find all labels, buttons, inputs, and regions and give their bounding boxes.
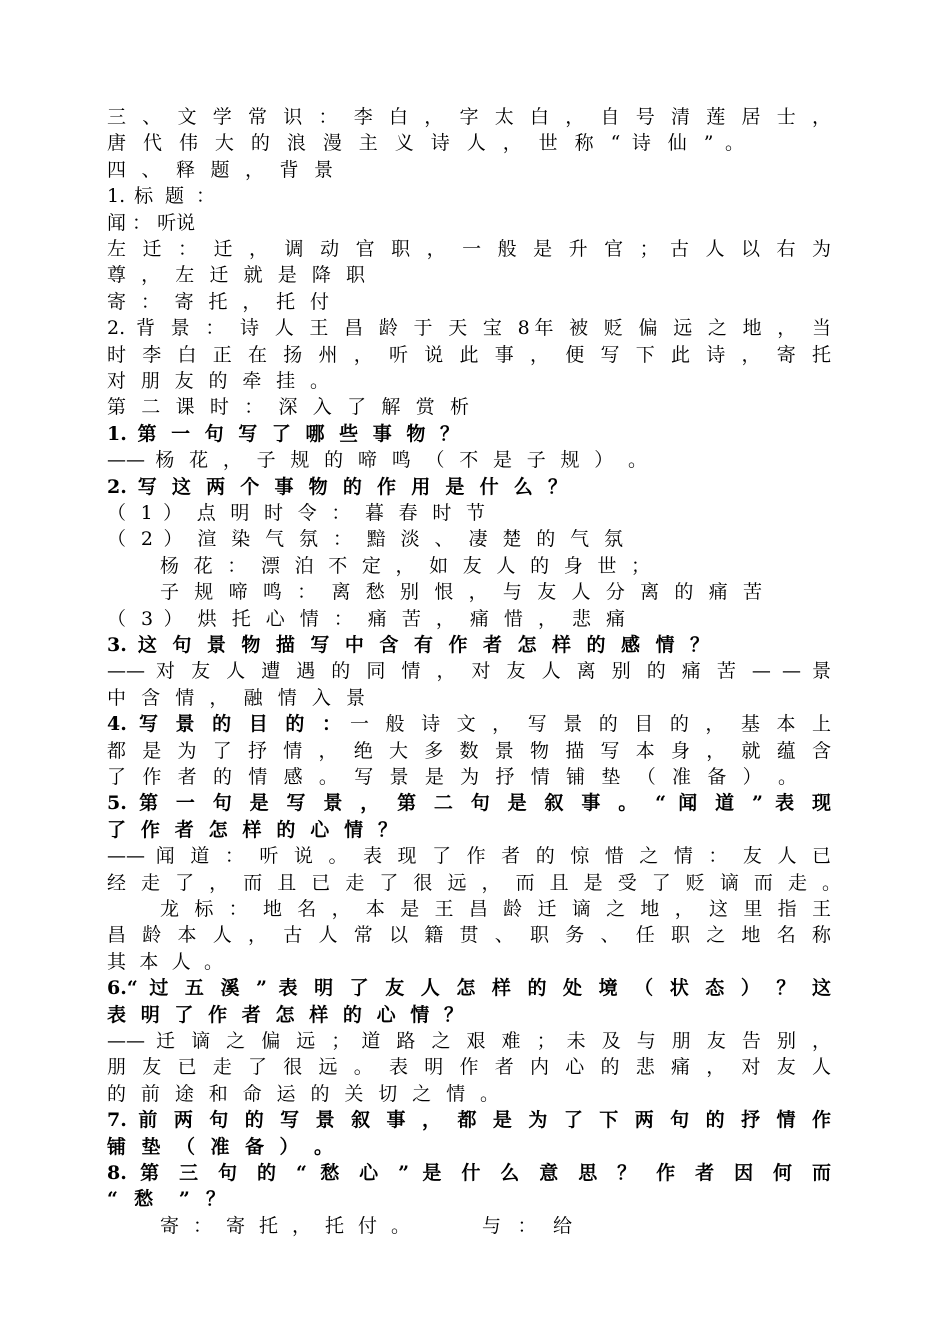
text-line: 三 、 文 学 常 识 ： 李 白 ， 字 太 白 ， 自 号 清 莲 居 士 ， (107, 106, 831, 128)
question-heading: “ 愁 ” ？ (107, 1188, 225, 1210)
text-line: 了 作 者 的 情 感 。 写 景 是 为 抒 情 铺 垫 （ 准 备 ） 。 (107, 766, 797, 788)
question-heading: 6.“ 过 五 溪 ” 表 明 了 友 人 怎 样 的 处 境 （ 状 态 ） ？ 这 (107, 977, 831, 999)
question-heading: 3. 这 句 景 物 描 写 中 含 有 作 者 怎 样 的 感 情 ？ (107, 634, 709, 656)
text-line: 寄 ： 寄 托 ， 托 付 (107, 291, 329, 313)
text-line: 都 是 为 了 抒 情 ， 绝 大 多 数 景 物 描 写 本 身 ， 就 蕴 含 (107, 740, 831, 762)
text-line: —— 对 友 人 遭 遇 的 同 情 ， 对 友 人 离 别 的 痛 苦 — — 景 (107, 660, 831, 682)
text-line: 第 二 课 时 ： 深 入 了 解 赏 析 (107, 396, 469, 418)
text-line: 寄 ： 寄 托 ， 托 付 。 (160, 1215, 410, 1237)
text-line: 1. 标 题 ： (107, 185, 215, 207)
text-line: 经 走 了 ， 而 且 已 走 了 很 远 ， 而 且 是 受 了 贬 谪 而 走 。 (107, 872, 841, 894)
question-heading: 2. 写 这 两 个 事 物 的 作 用 是 什 么 ？ (107, 476, 567, 498)
text-line: 左 迁 ： 迁 ， 调 动 官 职 ， 一 般 是 升 官 ； 古 人 以 右 为 (107, 238, 831, 260)
question-heading: 5. 第 一 句 是 写 景 ， 第 二 句 是 叙 事 。 “ 闻 道 ” 表 现 (107, 792, 831, 814)
question-heading: 了 作 者 怎 样 的 心 情 ？ (107, 819, 397, 841)
text-line: 四 、 释 题 ， 背 景 (107, 159, 333, 181)
text-line: 的 前 途 和 命 运 的 关 切 之 情 。 (107, 1083, 499, 1105)
text-line: 中 含 情 ， 融 情 入 景 (107, 687, 365, 709)
text-line: 时 李 白 正 在 扬 州 ， 听 说 此 事 ， 便 写 下 此 诗 ， 寄 托 (107, 344, 831, 366)
text-line: （ 1 ） 点 明 时 令 ： 暮 春 时 节 (107, 502, 485, 524)
question-heading: 8. 第 三 句 的 “ 愁 心 ” 是 什 么 意 思 ？ 作 者 因 何 而 (107, 1162, 831, 1184)
text-line: 尊 ， 左 迁 就 是 降 职 (107, 264, 365, 286)
text-line: 子 规 啼 鸣 ： 离 愁 别 恨 ， 与 友 人 分 离 的 痛 苦 (160, 581, 762, 603)
text-line: 一 般 诗 文 ， 写 景 的 目 的 ， 基 本 上 (350, 713, 831, 735)
text-line: 对 朋 友 的 牵 挂 。 (107, 370, 329, 392)
question-heading: 7. 前 两 句 的 写 景 叙 事 ， 都 是 为 了 下 两 句 的 抒 情 作 (107, 1109, 831, 1131)
text-line: 杨 花 ： 漂 泊 不 定 ， 如 友 人 的 身 世 ； (160, 555, 650, 577)
question-heading: 铺 垫 （ 准 备 ） 。 (107, 1136, 333, 1158)
text-line: 2. 背 景 ： 诗 人 王 昌 龄 于 天 宝 8年 被 贬 偏 远 之 地 ， 当 (107, 317, 831, 339)
text-line: 昌 龄 本 人 ， 古 人 常 以 籍 贯 、 职 务 、 任 职 之 地 名 称 (107, 924, 831, 946)
text-line: —— 闻 道 ： 听 说 。 表 现 了 作 者 的 惊 惜 之 情 ： 友 人 已 (107, 845, 831, 867)
text-line: 闻 ： 听说 (107, 212, 196, 234)
text-line: （ 3 ） 烘 托 心 情 ： 痛 苦 ， 痛 惜 ， 悲 痛 (107, 608, 625, 630)
text-line: 朋 友 已 走 了 很 远 。 表 明 作 者 内 心 的 悲 痛 ， 对 友 人 (107, 1056, 831, 1078)
question-heading: 4. 写 景 的 目 的 ： (107, 713, 341, 735)
text-line: 龙 标 ： 地 名 ， 本 是 王 昌 龄 迁 谪 之 地 ， 这 里 指 王 (160, 898, 831, 920)
text-line: —— 迁 谪 之 偏 远 ； 道 路 之 艰 难 ； 未 及 与 朋 友 告 别 ， (107, 1030, 831, 1052)
text-line: —— 杨 花 ， 子 规 的 啼 鸣 （ 不 是 子 规 ） 。 (107, 449, 647, 471)
text-line: 其 本 人 。 (107, 951, 223, 973)
question-heading: 1. 第 一 句 写 了 哪 些 事 物 ？ (107, 423, 459, 445)
text-line: 唐 代 伟 大 的 浪 漫 主 义 诗 人 ， 世 称 “ 诗 仙 ” 。 (107, 132, 744, 154)
text-line: （ 2 ） 渲 染 气 氛 ： 黯 淡 、 凄 楚 的 气 氛 (107, 528, 623, 550)
text-line: 与 ： 给 (482, 1215, 572, 1237)
question-heading: 表 明 了 作 者 怎 样 的 心 情 ？ (107, 1004, 463, 1026)
